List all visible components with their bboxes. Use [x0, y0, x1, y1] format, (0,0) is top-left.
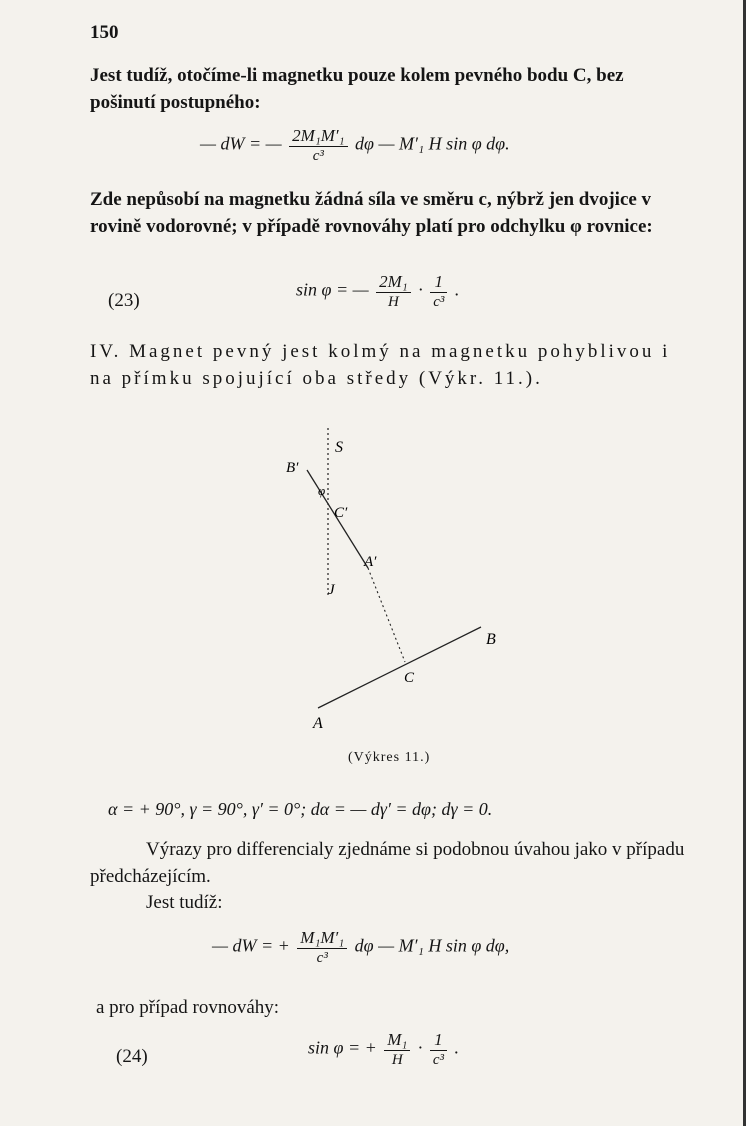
- eq23-numerator-2: 1: [430, 272, 447, 293]
- eq1-denominator: c³: [312, 148, 324, 164]
- magnet-line-AB: [318, 627, 481, 708]
- eq24-denominator-2: c³: [432, 1052, 444, 1068]
- conditions-line: α = + 90°, γ = 90°, γ′ = 0°; dα = — dγ′ = dφ; dγ = 0.: [108, 799, 493, 819]
- eq1-numerator: 2M₁M′₁: [289, 126, 347, 147]
- equation-2: [212, 928, 509, 967]
- label-J: J: [328, 582, 335, 598]
- label-B-prime: B′: [286, 460, 299, 476]
- paragraph-4: Jest tudíž:: [146, 892, 223, 913]
- label-phi: φ: [318, 483, 326, 498]
- eq23-numerator-1: 2M₁: [376, 272, 411, 293]
- eq2-fraction: [297, 928, 347, 967]
- eq1-rest: dφ — M′₁ H sin φ dφ.: [355, 133, 510, 154]
- eq24-fraction-2: [430, 1030, 447, 1069]
- paragraph-3: Výrazy pro differencialy zjednáme si podobnou úvahou jako v případu předcházejícím.: [90, 839, 685, 887]
- label-C-prime: C′: [334, 505, 348, 521]
- section-heading: IV. Magnet pevný jest kolmý na magnetku pohyblivou i na přímku spojující oba středy (Výkr. 11.).: [90, 341, 671, 389]
- label-C: C: [404, 670, 415, 686]
- eq23-lhs: sin φ = —: [296, 279, 369, 300]
- eq24-numerator-2: 1: [430, 1030, 447, 1051]
- eq24-denominator-1: H: [391, 1052, 403, 1068]
- label-A-prime: A′: [364, 554, 377, 570]
- eq2-lhs: — dW = +: [212, 935, 290, 956]
- eq24-lhs: sin φ = +: [308, 1037, 377, 1058]
- eq24-fraction-1: [384, 1030, 410, 1069]
- equation-24: sin φ = + $\frac{\text{M₁}}{H}$ · $\frac{1}{\text{c³}}$ .: [308, 1030, 459, 1068]
- eq2-denominator: c³: [316, 950, 328, 966]
- label-B: B: [486, 631, 496, 648]
- paragraph-5: a pro případ rovnováhy:: [96, 997, 280, 1018]
- label-A: A: [313, 715, 323, 732]
- eq1-lhs: — dW = —: [200, 133, 282, 154]
- eq2-rest: dφ — M′₁ H sin φ dφ,: [354, 935, 510, 956]
- paragraph-2: Zde nepůsobí na magnetku žádná síla ve směru c, nýbrž jen dvojice v rovině vodorovné; v případě rovnováhy platí pro odchylku φ rovnice:: [90, 189, 653, 237]
- connecting-line-dotted: [368, 568, 405, 662]
- equation-23: sin φ = — $\frac{\text{2M₁}}{H}$ · $\frac{1}{\text{c³}}$ .: [296, 272, 460, 310]
- eq2-numerator: M₁M′₁: [297, 928, 347, 949]
- page-number: 150: [90, 22, 119, 43]
- eq24-numerator-1: M₁: [384, 1030, 410, 1051]
- label-S: S: [335, 439, 343, 456]
- eq23-denominator-1: H: [387, 294, 399, 310]
- eq24-label: (24): [116, 1046, 148, 1067]
- paragraph-1: Jest tudíž, otočíme-li magnetku pouze kolem pevného bodu C, bez pošinutí postupného:: [90, 65, 624, 113]
- figure-caption: (Výkres 11.): [348, 750, 431, 765]
- eq23-denominator-2: c³: [433, 294, 445, 310]
- eq23-label: (23): [108, 290, 140, 311]
